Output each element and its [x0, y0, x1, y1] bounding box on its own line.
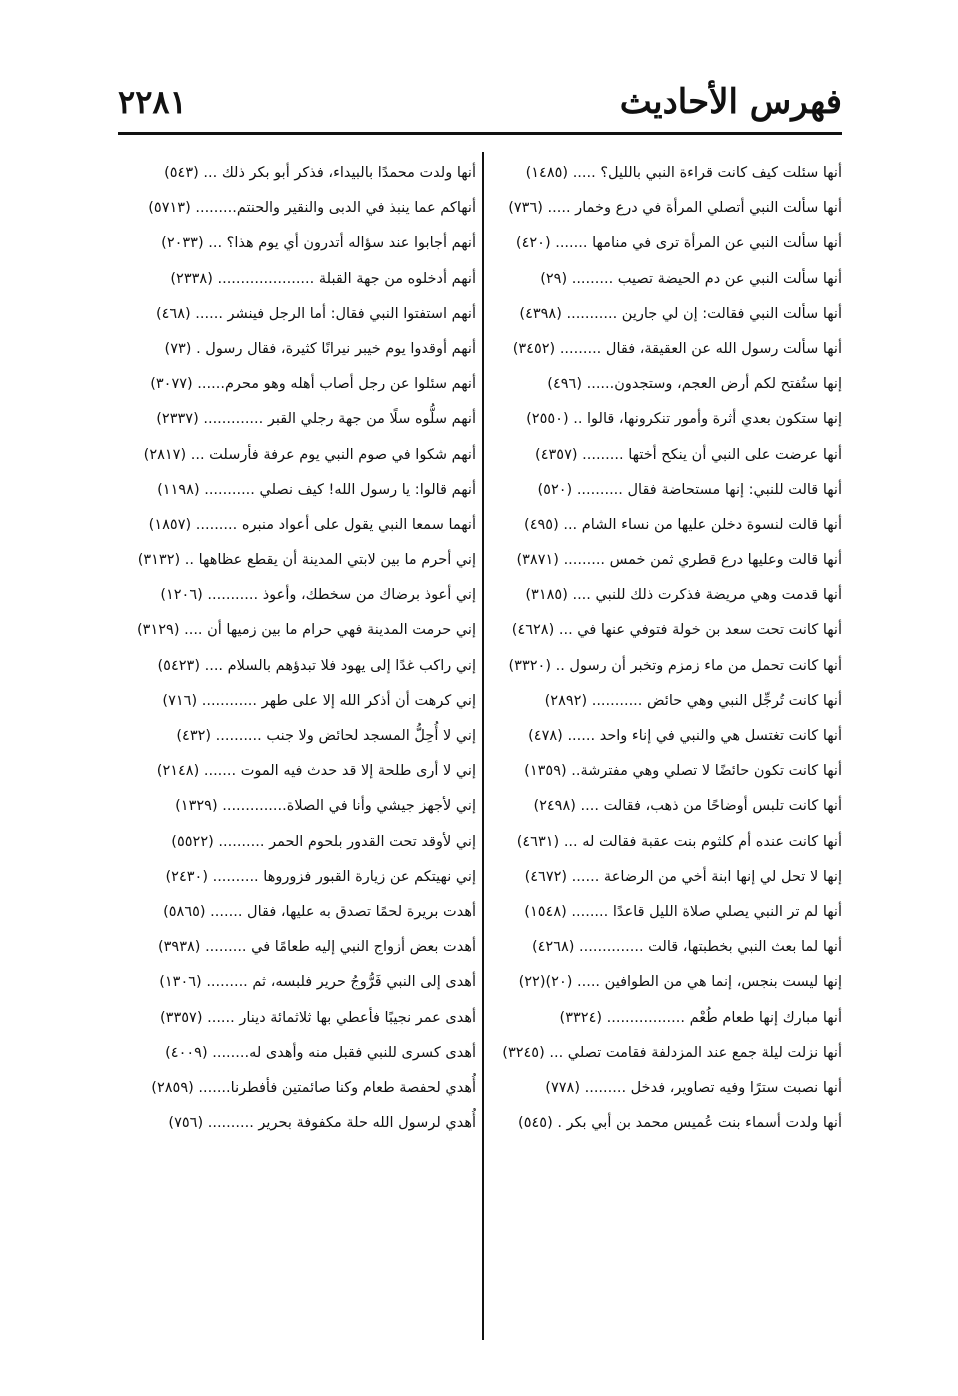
index-entry: أنها كانت تلبس أوضاحًا من ذهب، فقالت .... (٢٤٩٨) [533, 798, 842, 815]
index-page [118, 80, 842, 1280]
index-entry: أنها عرضت على النبي أن ينكح أختها ......... (٤٣٥٧) [535, 446, 842, 463]
page-number: ٢٢٨١ [118, 83, 187, 121]
index-entry: أنها سألت النبي فقالت: إن لي جارين ........... (٤٣٩٨) [519, 305, 842, 322]
index-entry: إني أحرم ما بين لابتي المدينة أن يقطع عظاهها .. (٣١٣٢) [137, 552, 476, 569]
index-entry: أنها سألت النبي عن المرأة ترى في منامها ....... (٤٢٠) [515, 235, 842, 252]
header-rule [118, 132, 842, 135]
index-entry: إني لا أرى طلحة إلا قد حدث فيه الموت ....... (٢١٤٨) [156, 763, 476, 780]
index-entry: إني نهيتكم عن زيارة القبور فزوروها .......... (٢٤٣٠) [165, 868, 476, 885]
index-entry: أنها سألت النبي أتصلي المرأة في درع وخمار ..... (٧٣٦) [508, 200, 842, 217]
index-entry: أنهم أوقدوا يوم خيبر نيرانًا كثيرة، فقال رسول . (٧٣) [164, 340, 476, 357]
index-entry: أهدى كسرى للنبي فقبل منه وأهدى له........ (٤٠٠٩) [165, 1044, 476, 1061]
index-entry: أنهم استفتوا النبي فقال: أما الرجل فينشر ...... (٤٦٨) [155, 305, 476, 322]
index-entry: أهدى عمر نجيبًا فأعطي بها ثلاثمائة دينار ...... (٣٣٥٧) [160, 1009, 476, 1026]
page-header [118, 80, 842, 126]
index-entry: أنها سألت رسول الله عن العقيقة، فقال ......... (٣٤٥٢) [512, 340, 842, 357]
index-entry: أنها قدمت وهي مريضة فذكرت ذلك للنبي .... (٣١٨٥) [525, 587, 842, 604]
index-entry: أنهم سئلوا عن رجل أصاب أهله وهو محرم...... (٣٠٧٧) [150, 376, 476, 393]
index-entry: أنها كانت تحمل من ماء زمزم وتخبر أن رسول .. (٣٣٢٠) [508, 657, 842, 674]
column-divider [482, 152, 484, 1340]
index-entry: أنها مبارك إنها طعام طُعْم ................. (٣٣٢٤) [559, 1009, 842, 1026]
index-entry: أنهم شكوا في صوم النبي يوم عرفة فأرسلت ... (٢٨١٧) [143, 446, 476, 463]
index-entry: أنها قالت لنسوة دخلن عليها من نساء الشام ... (٤٩٥) [524, 516, 842, 533]
index-entry: أنها قالت للنبي: إنها مستحاضة فقال .......... (٥٢٠) [537, 481, 842, 498]
index-entry: أنها ولدت أسماء بنت عُميس محمد بن أبي بكر . (٥٤٥) [518, 1115, 842, 1132]
index-entry: إنها لا تحل لي إنها ابنة أخي من الرضاعة ...... (٤٦٧٢) [524, 868, 842, 885]
index-entry: إني لأوقد تحت القدور بلحوم الحمر .......... (٥٥٢٢) [171, 833, 476, 850]
index-entry: أهدى إلى النبي فَرُّوجُ حرير فلبسه، ثم ......... (١٣٠٦) [159, 974, 476, 991]
index-entry: أنها كانت تغتسل هي والنبي في إناء واحد ...... (٤٧٨) [528, 728, 842, 744]
index-entry: أنها كانت تحت سعد بن خولة فتوفي عنها في ... (٤٦٢٨) [511, 622, 842, 639]
right-column [490, 156, 842, 1141]
index-entry: أنهم قالوا: يا رسول الله! كيف نصلي ........... (١١٩٨) [157, 481, 476, 498]
left-column [124, 156, 476, 1141]
index-entry: أنها نصبت سترًا وفيه تصاوير، فدخل ......... (٧٧٨) [545, 1079, 842, 1096]
index-entry: أنها كانت تكون حائضًا لا تصلي وهي مفترشة.. (١٣٥٩) [524, 763, 842, 780]
index-entry: أنها كانت عنده أم كلثوم بنت عقبة فقالت له ... (٤٦٣١) [516, 833, 842, 850]
index-entry: أنها لم تر النبي يصلي صلاة الليل قاعدًا ........ (١٥٤٨) [524, 903, 842, 920]
index-entry: إنها ليست بنجس، إنما هي من الطوافين ..... (٢٠)(٢٢) [518, 974, 842, 991]
index-entry: أنها لما بعث النبي بخطبتها، قالت .............. (٤٢٦٨) [531, 939, 842, 956]
index-entry: أنها كانت تُرجِّل النبي وهي حائض ........... (٢٨٩٢) [544, 692, 842, 709]
page-title: فهرس الأحاديث [619, 82, 842, 122]
index-entry: أنها نزلت ليلة جمع عند المزدلفة فقامت تصلي ... (٣٢٤٥) [502, 1044, 842, 1061]
index-entry: أنهما سمعا النبي يقول على أعواد منبره ......... (١٨٥٧) [148, 516, 476, 533]
index-entry: أنهم أدخلوه من جهة القبلة ..................... (٢٣٣٨) [170, 270, 476, 287]
index-entry: إني كرهت أن أذكر الله إلا على طهر ............ (٧١٦) [162, 692, 476, 709]
index-entry: إني حرمت المدينة فهي حرام ما بين زميها أن .... (٣١٢٩) [137, 622, 476, 639]
index-entry: أنها قالت وعليها درع قطري ثمن خمس ......... (٣٨٧١) [516, 552, 842, 569]
index-entry: أنها سألت النبي عن دم الحيضة تصيب ......... (٢٩) [540, 270, 842, 287]
index-entry: أهدت بعض أزواج النبي إليه طعامًا في ......... (٣٩٣٨) [157, 939, 476, 956]
index-entry: إني لا أُحِلُّ المسجد لحائض ولا جنب .......... (٤٣٢) [176, 728, 476, 744]
index-entry: أنهاكم عما ينبذ في الدبى والنقير والحنتم......... (٥٧١٣) [148, 200, 476, 217]
index-entry: أنها سئلت كيف كانت قراءة النبي بالليل؟ ..... (١٤٨٥) [525, 165, 842, 181]
index-entry: إنها ستكون بعدي أثرة وأمور تنكرونها، قالوا .. (٢٥٥٠) [526, 411, 842, 428]
index-entry: إنها ستُفتح لكم أرض العجم، وستجدون...... (٤٩٦) [547, 376, 842, 393]
index-entry: أُهدي لرسول الله حلة مكفوفة بحرير .......... (٧٥٦) [168, 1115, 476, 1132]
index-entry: أنها ولدت محمدًا بالبيداء، فذكر أبو بكر ذلك ... (٥٤٣) [164, 165, 476, 181]
index-entry: إني راكب غدًا إلى يهود فلا تبدؤهم بالسلام .... (٥٤٢٣) [157, 657, 476, 674]
index-entry: إني لأجهز جيشي وأنا في الصلاة.............. (١٣٢٩) [175, 798, 476, 815]
index-entry: أهدت بريرة لحمًا تصدق به عليها، فقال ....... (٥٨٦٥) [163, 903, 476, 920]
index-entry: أنهم سلُّوه سلًا من جهة رجلي القبر ............. (٢٣٣٧) [156, 411, 476, 428]
index-entry: أنهم أجابوا عند سؤاله أتدرون أي يوم هذا؟ ... (٢٠٣٣) [161, 235, 476, 252]
index-entry: إني أعوذ برضاك من سخطك، وأعوذ ........... (١٢٠٦) [160, 587, 476, 604]
index-entry: أُهدي لحفصة طعام وكنا صائمتين فأفطرنا....... (٢٨٥٩) [151, 1079, 476, 1096]
